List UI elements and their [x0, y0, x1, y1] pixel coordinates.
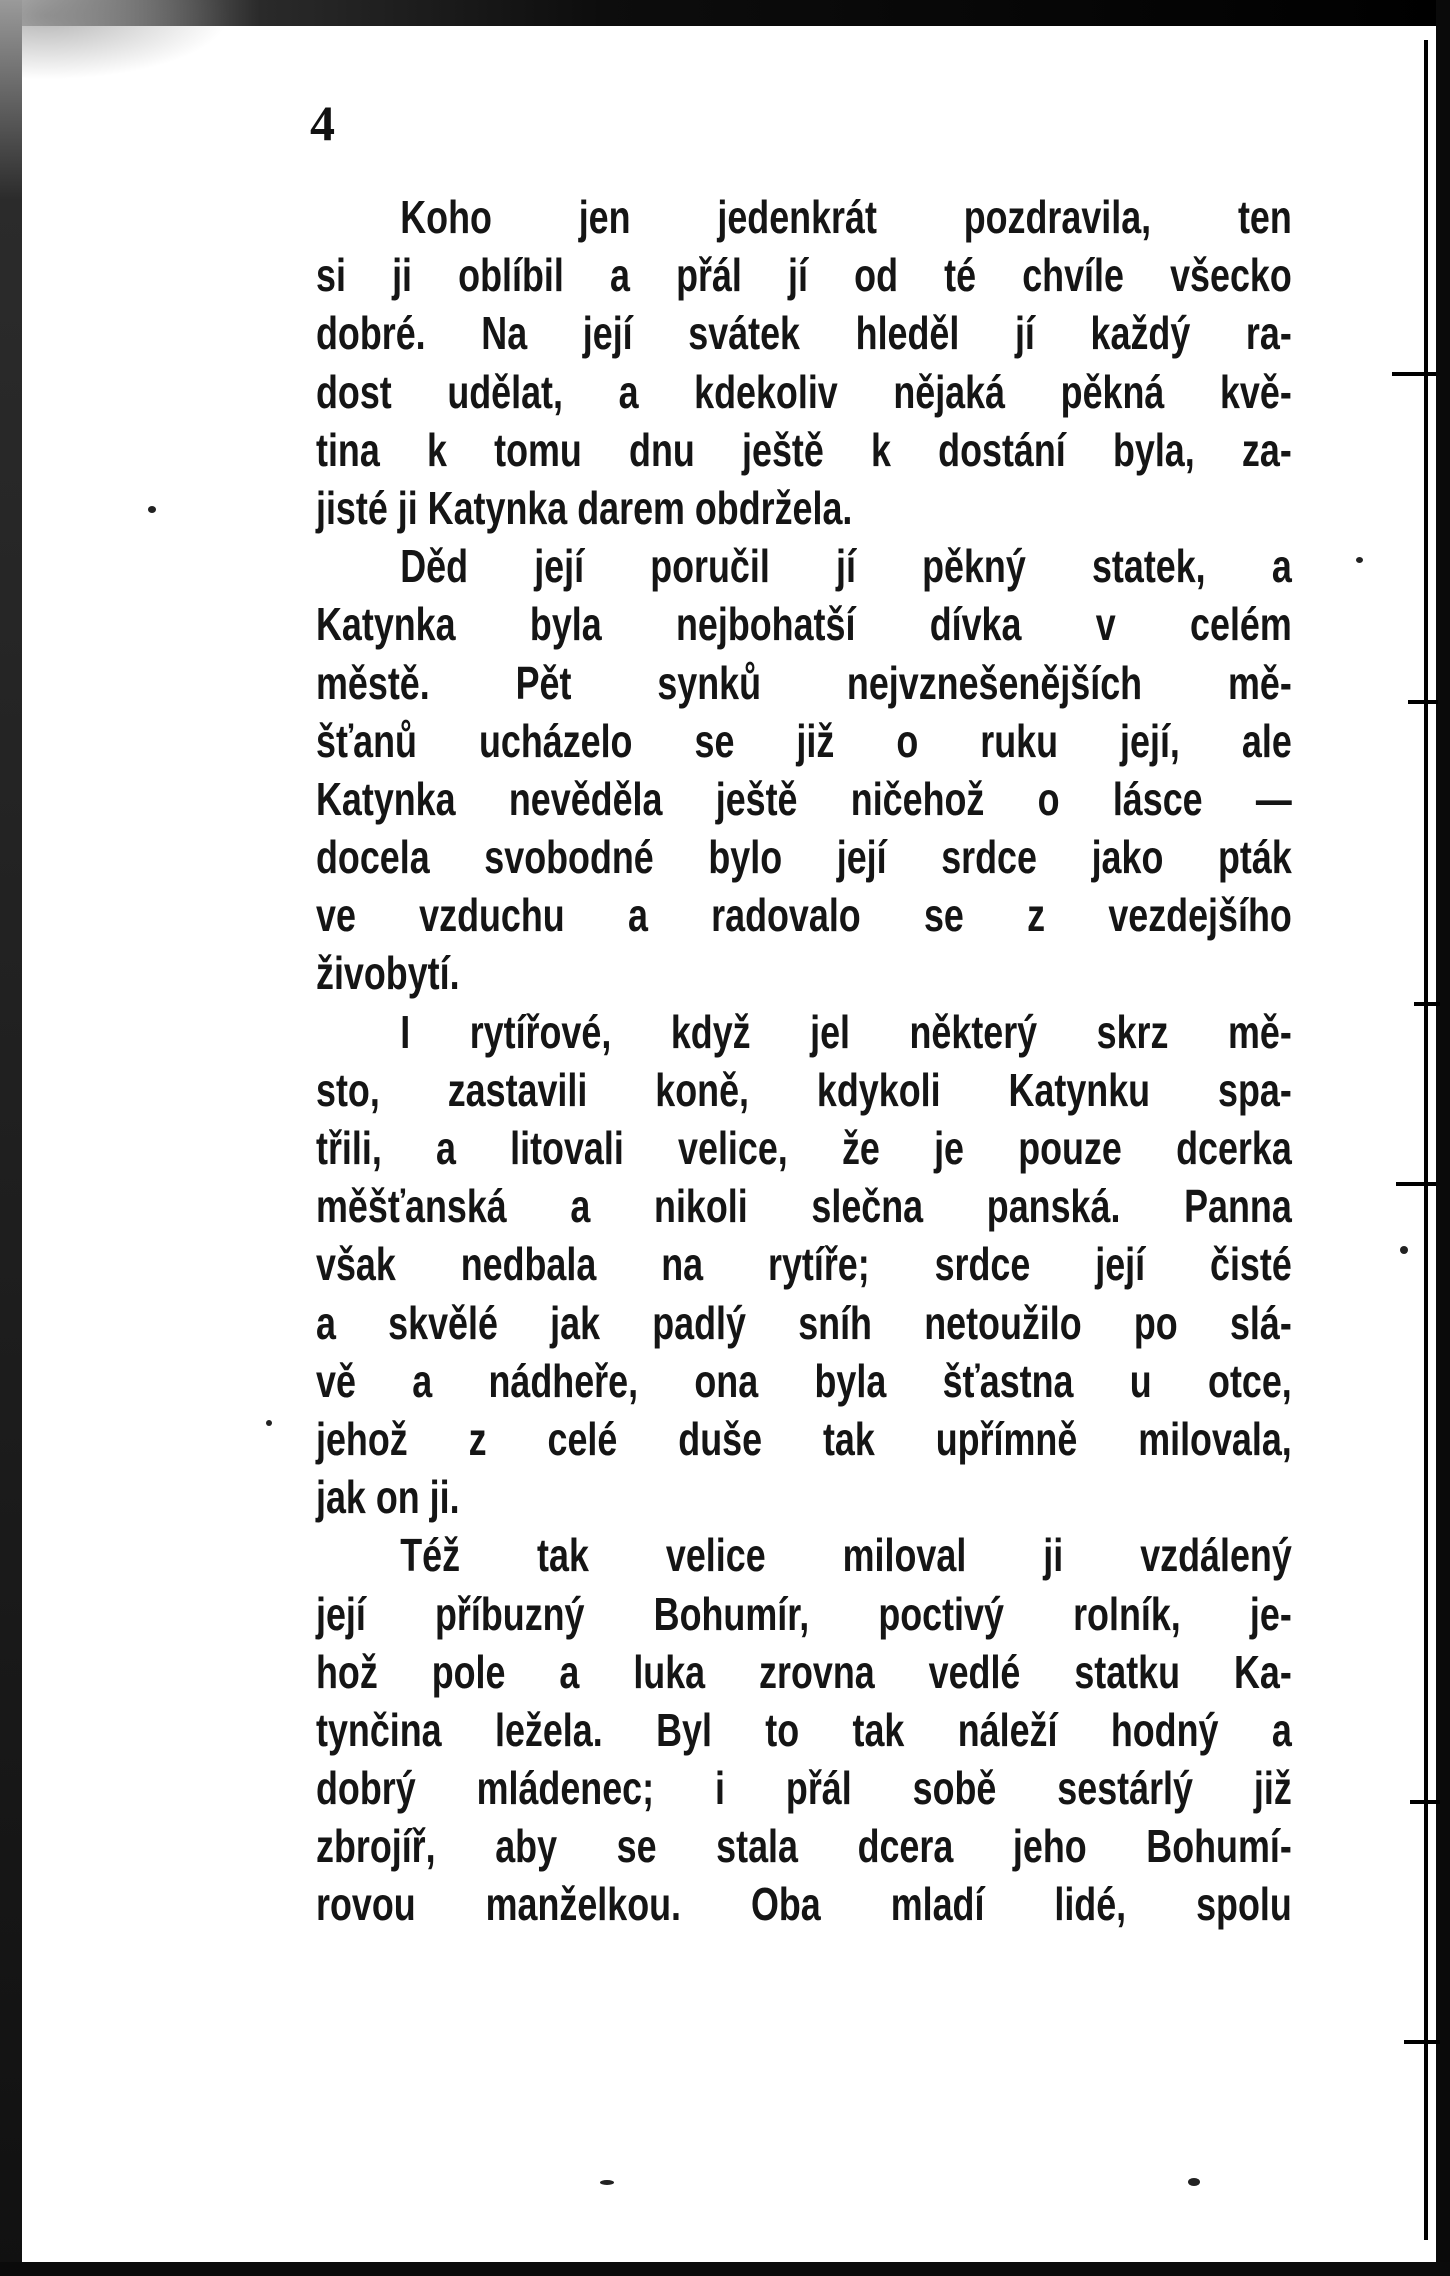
- text-line: jehož z celé duše tak upřímně milovala,: [316, 1412, 1292, 1465]
- edge-mark: [1414, 1002, 1440, 1006]
- scan-border-right: [1436, 0, 1450, 2276]
- scan-border-bottom: [0, 2262, 1450, 2276]
- text-line: jisté ji Katynka darem obdržela.: [316, 481, 853, 534]
- text-line: jak on ji.: [316, 1471, 460, 1524]
- text-line: I rytířové, když jel některý skrz mě-: [400, 1005, 1292, 1058]
- scan-speck: [600, 2180, 614, 2185]
- edge-mark: [1396, 1182, 1436, 1186]
- edge-mark: [1410, 1800, 1440, 1804]
- text-line: sto, zastavili koně, kdykoli Katynku spa-: [316, 1063, 1292, 1116]
- scan-speck: [1356, 557, 1363, 563]
- text-line: zbrojíř, aby se stala dcera jeho Bohumí-: [316, 1820, 1292, 1873]
- scan-smudge: [0, 0, 230, 80]
- text-line: dobrý mládenec; i přál sobě sestárlý již: [316, 1762, 1292, 1815]
- text-line: Katynka byla nejbohatší dívka v celém: [316, 598, 1292, 651]
- page-edge-line: [1424, 40, 1428, 2240]
- text-line: docela svobodné bylo její srdce jako pták: [316, 831, 1292, 884]
- body-text: [316, 188, 1292, 1934]
- text-line: tina k tomu dnu ještě k dostání byla, za-: [316, 423, 1292, 476]
- text-line: Též tak velice miloval ji vzdálený: [400, 1529, 1292, 1582]
- text-line: třili, a litovali velice, že je pouze dcerka: [316, 1122, 1292, 1174]
- text-line: Děd její poručil jí pěkný statek, a: [400, 540, 1292, 593]
- text-line: měšťanská a nikoli slečna panská. Panna: [316, 1180, 1292, 1233]
- scan-speck: [266, 1420, 272, 1426]
- scan-speck: [1188, 2178, 1200, 2186]
- text-line: rovou manželkou. Oba mladí lidé, spolu: [316, 1878, 1292, 1931]
- scan-speck: [148, 506, 156, 513]
- text-line: Katynka nevěděla ještě ničehož o lásce —: [316, 772, 1292, 825]
- scan-border-left: [0, 0, 22, 2276]
- text-line: dobré. Na její svátek hleděl jí každý ra-: [316, 307, 1292, 360]
- text-line: tynčina ležela. Byl to tak náleží hodný a: [316, 1703, 1292, 1756]
- text-line: hož pole a luka zrovna vedlé statku Ka-: [316, 1645, 1292, 1698]
- scan-speck: [1400, 1246, 1408, 1254]
- text-line: však nedbala na rytíře; srdce její čisté: [316, 1238, 1292, 1291]
- text-line: dost udělat, a kdekoliv nějaká pěkná kvě-: [316, 365, 1292, 418]
- text-line: ve vzduchu a radovalo se z vezdejšího: [316, 889, 1292, 942]
- text-line: si ji oblíbil a přál jí od té chvíle všecko: [316, 249, 1292, 302]
- text-line: městě. Pět synků nejvznešenějších mě-: [316, 656, 1292, 709]
- text-line: šťanů ucházelo se již o ruku její, ale: [316, 714, 1292, 767]
- text-line: a skvělé jak padlý sníh netoužilo po slá-: [316, 1296, 1292, 1349]
- text-line: vě a nádheře, ona byla šťastna u otce,: [316, 1354, 1292, 1407]
- edge-mark: [1392, 372, 1436, 376]
- text-line: její příbuzný Bohumír, poctivý rolník, je-: [316, 1587, 1292, 1640]
- page-number: 4: [310, 95, 335, 151]
- edge-mark: [1404, 2040, 1440, 2044]
- text-line: Koho jen jedenkrát pozdravila, ten: [400, 191, 1292, 243]
- text-line: živobytí.: [316, 947, 460, 1000]
- edge-mark: [1408, 700, 1438, 704]
